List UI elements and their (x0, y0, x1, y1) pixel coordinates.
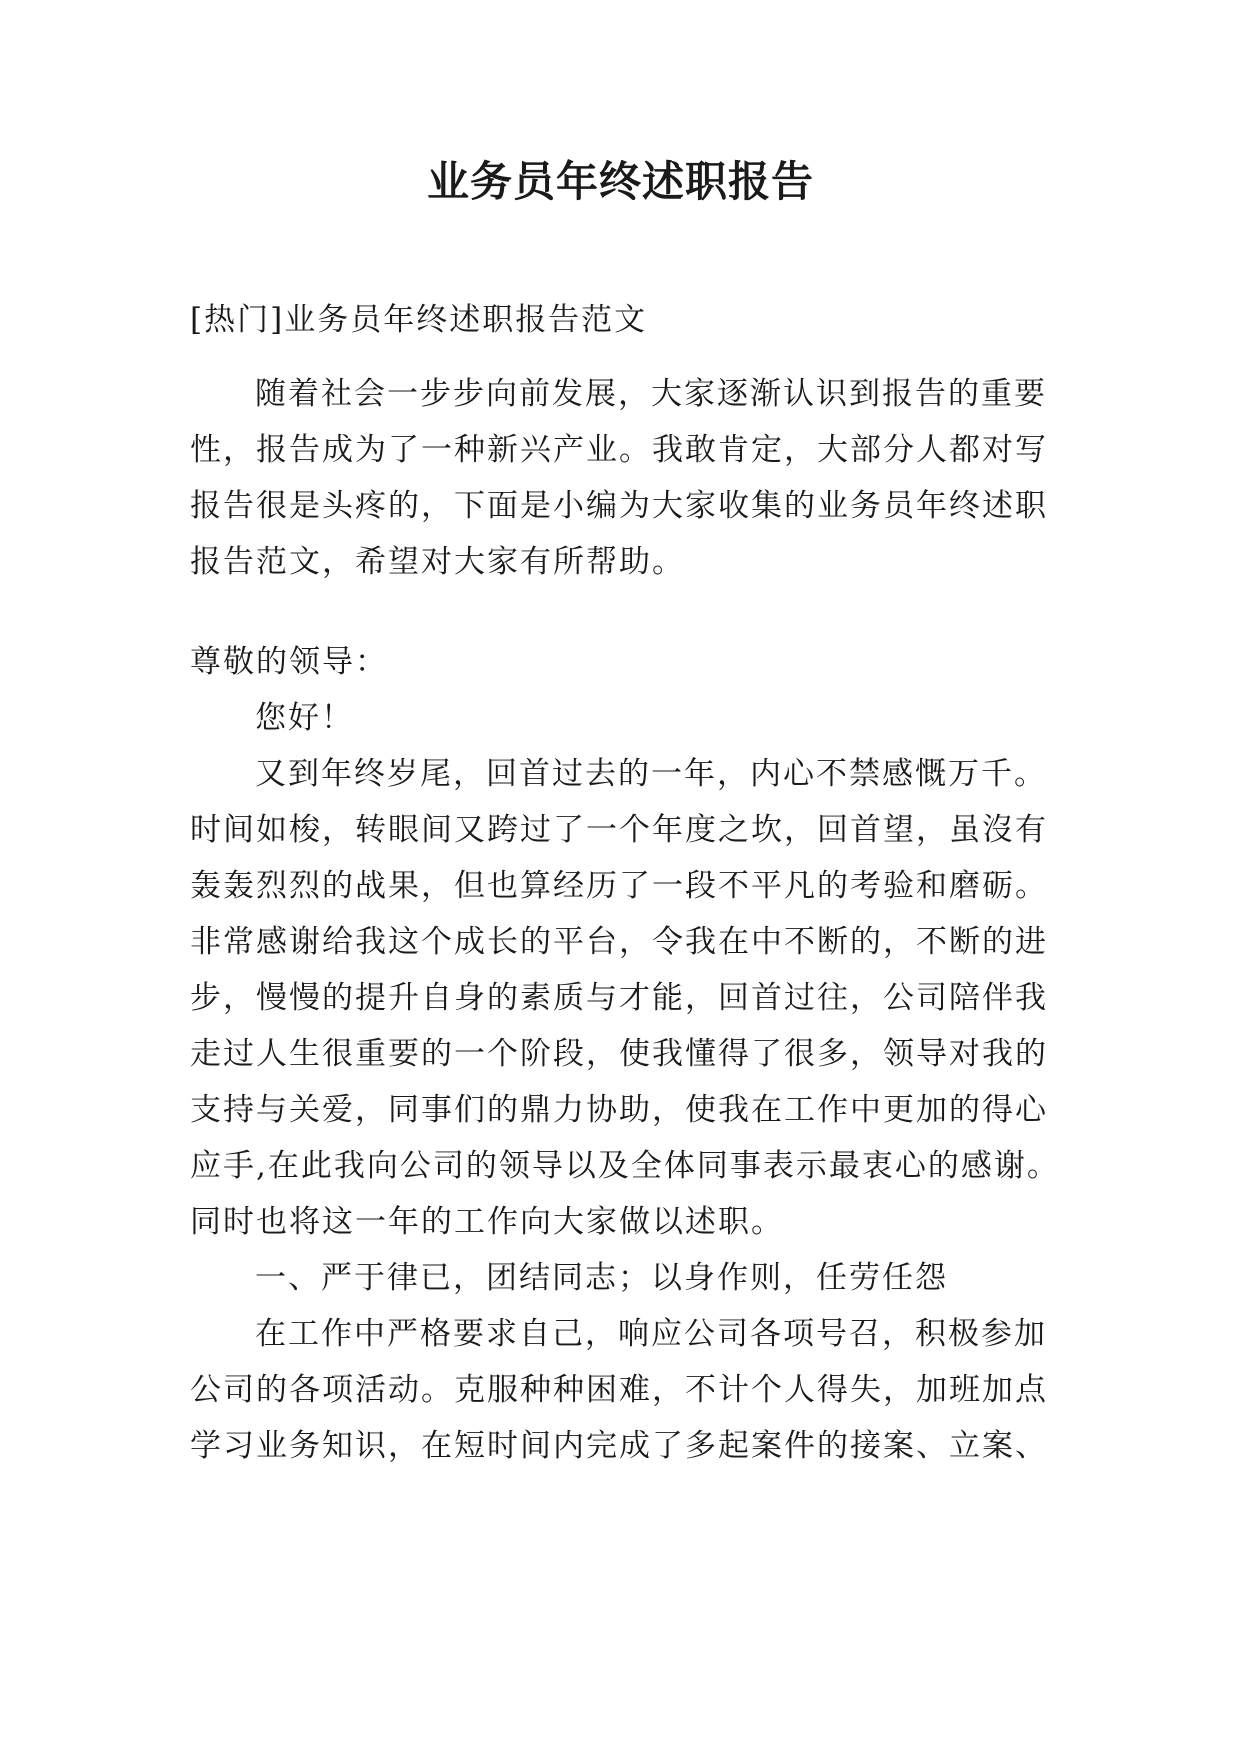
letter-body (190, 634, 1090, 1474)
section-heading: 一、严于律已，团结同志；以身作则，任劳任怨 (255, 1260, 948, 1296)
paragraph-line: 应手,在此我向公司的领导以及全体同事表示最衷心的感谢。 (190, 1148, 1060, 1184)
paragraph-line: 又到年终岁尾，回首过去的一年，内心不禁感慨万千。 (255, 756, 1047, 792)
paragraph-line: 报告范文，希望对大家有所帮助。 (190, 544, 685, 580)
intro-paragraph (190, 366, 1090, 590)
paragraph-line: 走过人生很重要的一个阶段，使我懂得了很多，领导对我的 (190, 1036, 1048, 1072)
salutation: 尊敬的领导： (190, 644, 388, 680)
paragraph-line: 非常感谢给我这个成长的平台，令我在中不断的，不断的进 (190, 924, 1048, 960)
paragraph-line: 学习业务知识，在短时间内完成了多起案件的接案、立案、 (190, 1428, 1048, 1464)
greeting: 您好！ (255, 700, 354, 736)
paragraph-line: 性，报告成为了一种新兴产业。我敢肯定，大部分人都对写 (190, 432, 1048, 468)
paragraph-line: 报告很是头疼的，下面是小编为大家收集的业务员年终述职 (190, 488, 1048, 524)
paragraph-line: 公司的各项活动。克服种种困难，不计个人得失，加班加点 (190, 1372, 1048, 1408)
paragraph-line: 随着社会一步步向前发展，大家逐渐认识到报告的重要 (255, 376, 1047, 412)
paragraph-line: 轰轰烈烈的战果，但也算经历了一段不平凡的考验和磨砺。 (190, 868, 1048, 904)
document-title: 业务员年终述职报告 (426, 157, 814, 206)
paragraph-line: 在工作中严格要求自己，响应公司各项号召，积极参加 (255, 1316, 1047, 1352)
paragraph-line: 时间如梭，转眼间又跨过了一个年度之坎，回首望，虽沒有 (190, 812, 1048, 848)
paragraph-line: 支持与关爱，同事们的鼎力协助，使我在工作中更加的得心 (190, 1092, 1048, 1128)
document-subtitle: [热门]业务员年终述职报告范文 (190, 302, 648, 338)
paragraph-line: 步，慢慢的提升自身的素质与才能，回首过往，公司陪伴我 (190, 980, 1048, 1016)
paragraph-line: 同时也将这一年的工作向大家做以述职。 (190, 1204, 784, 1240)
